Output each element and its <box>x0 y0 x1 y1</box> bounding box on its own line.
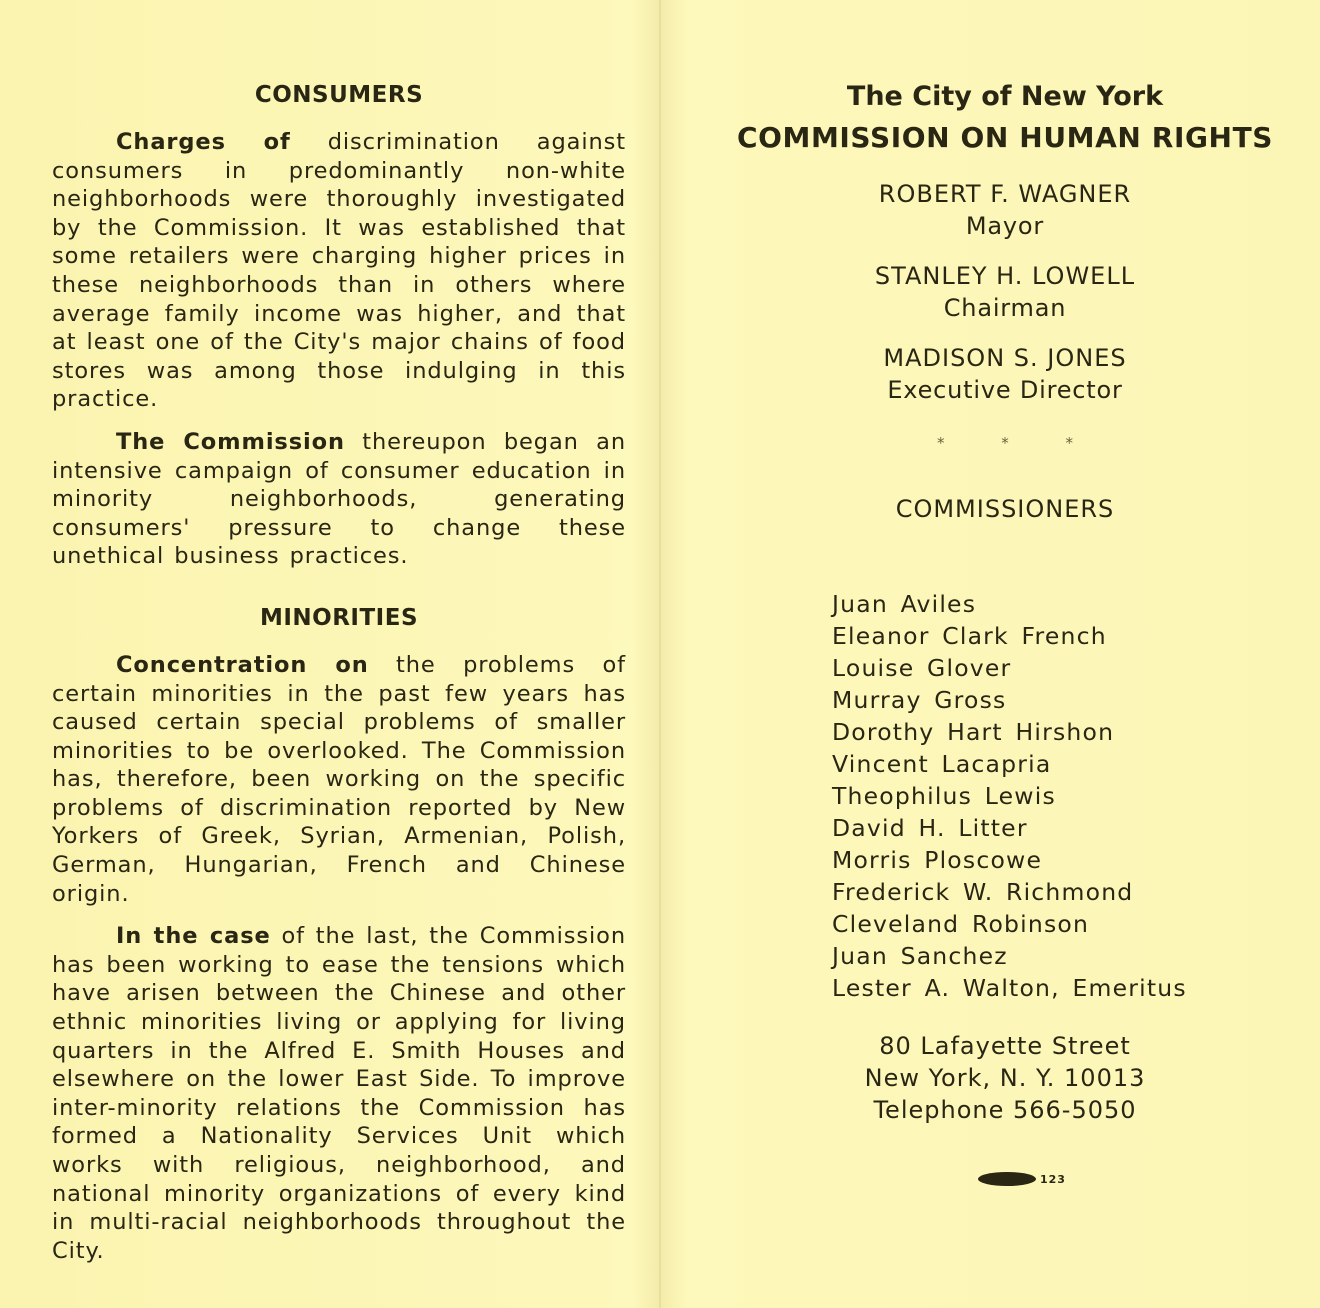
officer-name: ROBERT F. WAGNER <box>878 180 1132 208</box>
address-block <box>690 1030 1320 1126</box>
city-title: The City of New York <box>846 81 1164 112</box>
left-panel <box>52 82 626 1265</box>
minorities-p2-text: of the last, the Commission has been working to ease the tensions which have arisen between the Chinese and other ethnic minorities living or applying for living quarters in the Alfred E. Smith Houses and elsewhere on the lower East Side. To improve inter-minority relations the Commission has formed a Nationality Services Unit which works with religious, neighborhood, and national minority organizations of every kind in multi-racial neighborhoods throughout the City. <box>52 923 626 1264</box>
commissioner-item: Louise Glover <box>832 654 1012 682</box>
star-separator: * * * <box>936 434 1100 452</box>
commissioner-item: Theophilus Lewis <box>832 782 1056 810</box>
consumers-p1-text: discrimination against consumers in predominantly non-white neighborhoods were thoroughly investigated by the Commission. It was established that some retailers were charging higher prices in these neighborhoods than in others where average family income was higher, and that at least one of the City's major chains of food stores was among those indulging in this practice. <box>52 129 626 413</box>
commissioner-item: Lester A. Walton, Emeritus <box>832 974 1187 1002</box>
consumers-p2-lead: The Commission <box>116 428 345 455</box>
consumers-p1-lead: Charges of <box>116 129 291 155</box>
address-street: 80 Lafayette Street <box>879 1032 1131 1060</box>
commissioner-item: Juan Sanchez <box>832 942 1008 970</box>
consumers-p2-text: thereupon began an intensive campaign of consumer education in minority neighborhoods, generating consumers' pressure to change these unethical business practices. <box>52 428 626 570</box>
minorities-paragraph-2 <box>52 922 626 1265</box>
officer-name: STANLEY H. LOWELL <box>874 262 1136 290</box>
consumers-paragraph-2 <box>52 428 626 571</box>
minorities-p2-lead: In the case <box>116 923 271 950</box>
commission-title: COMMISSION ON HUMAN RIGHTS <box>736 121 1274 154</box>
consumers-heading: CONSUMERS <box>254 82 424 108</box>
officer-mayor <box>690 178 1320 242</box>
union-print-mark <box>978 1172 1066 1186</box>
commissioner-item: David H. Litter <box>832 814 1028 842</box>
minorities-p1-text: the problems of certain minorities in the past few years has caused certain special problems of smaller minorities to be overlooked. The Commission has, therefore, been working on the specific problems of discrimination reported by New Yorkers of Greek, Syrian, Armenian, Polish, German, Hungarian, French and Chinese origin. <box>52 651 626 907</box>
commissioner-item: Murray Gross <box>832 686 1007 714</box>
union-label-icon <box>978 1172 1036 1186</box>
minorities-p1-lead: Concentration on <box>116 651 369 678</box>
commissioner-item: Frederick W. Richmond <box>832 878 1134 906</box>
center-fold <box>659 0 661 1308</box>
officer-role: Mayor <box>965 212 1045 240</box>
commissioner-item: Vincent Lacapria <box>832 750 1052 778</box>
commissioner-item: Juan Aviles <box>832 590 977 618</box>
minorities-heading: MINORITIES <box>259 604 419 631</box>
commissioner-item: Morris Ploscowe <box>832 846 1043 874</box>
address-telephone: Telephone 566-5050 <box>873 1096 1137 1124</box>
union-number: 123 <box>1040 1172 1066 1186</box>
officer-role: Chairman <box>943 294 1067 322</box>
officer-name: MADISON S. JONES <box>883 344 1127 372</box>
consumers-paragraph-1 <box>52 128 626 414</box>
minorities-paragraph-1 <box>52 651 626 908</box>
commissioner-item: Dorothy Hart Hirshon <box>832 718 1115 746</box>
address-city: New York, N. Y. 10013 <box>864 1064 1146 1092</box>
commissioner-item: Cleveland Robinson <box>832 910 1090 938</box>
commissioner-item: Eleanor Clark French <box>832 622 1107 650</box>
right-panel <box>690 78 1320 1186</box>
commissioners-heading: COMMISSIONERS <box>895 495 1115 523</box>
commissioners-list <box>832 588 1187 1004</box>
officer-role: Executive Director <box>887 376 1123 404</box>
officer-executive-director <box>690 342 1320 406</box>
officer-chairman <box>690 260 1320 324</box>
